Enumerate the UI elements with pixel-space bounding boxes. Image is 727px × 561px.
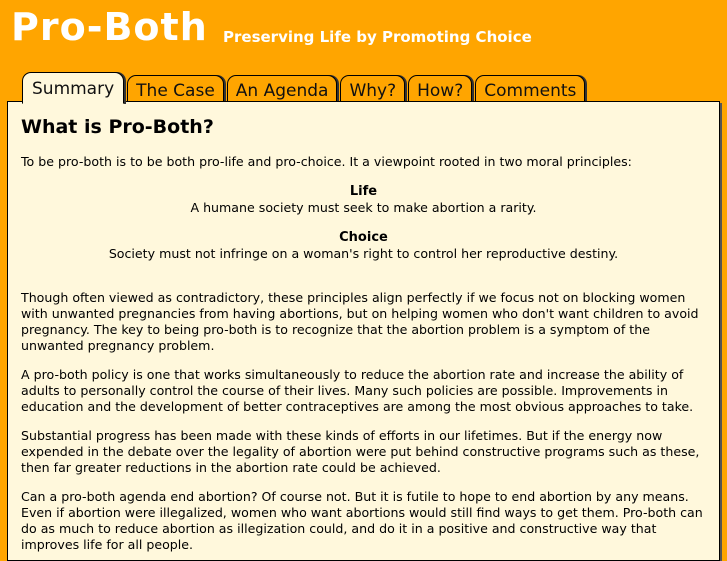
site-header	[0, 0, 727, 70]
principle-name: Choice	[339, 230, 388, 245]
body-paragraph: Though often viewed as contradictory, these principles align perfectly if we focus not on blocking women with unwanted pregnancies from having abortions, but on helping women who don't want children to avoid pregnancy. The key to being pro-both is to recognize that the abortion problem is a symptom of the unwanted pregnancy problem.	[21, 290, 699, 353]
site-title[interactable]: Pro-Both	[11, 5, 208, 49]
body-paragraph: Can a pro-both agenda end abortion? Of course not. But it is futile to hope to end abortion by any means. Even if abortion were illegalized, women who want abortions would still find ways to get them. Pro-both can do as much to reduce abortion as illegization could, and do it in a positive and constructive way that improves life for all people.	[21, 489, 703, 552]
principle-text: Society must not infringe on a woman's right to control her reproductive destiny.	[108, 246, 619, 261]
nav-tabs	[22, 69, 588, 103]
principle-life	[21, 184, 706, 216]
body-paragraph: A pro-both policy is one that works simultaneously to reduce the abortion rate and increase the ability of adults to personally control the course of their lives. Many such policies are possible. Improvements in education and the development of better contraceptives are among the most obvious approaches to take.	[21, 367, 694, 414]
principle-name: Life	[349, 184, 378, 199]
tab-comments[interactable]: Comments	[475, 75, 585, 103]
tab-an-agenda[interactable]: An Agenda	[227, 75, 338, 103]
tab-the-case[interactable]: The Case	[127, 75, 224, 103]
body-paragraph: Substantial progress has been made with these kinds of efforts in our lifetimes. But if the energy now expended in the debate over the legality of abortion were put behind constructive programs such as these, then far greater reductions in the abortion rate could be achieved.	[21, 428, 700, 475]
site-tagline: Preserving Life by Promoting Choice	[223, 28, 532, 46]
principle-text: A humane society must seek to make abortion a rarity.	[190, 200, 537, 215]
tab-summary[interactable]: Summary	[22, 72, 124, 104]
page-heading: What is Pro-Both?	[21, 116, 214, 138]
tab-why[interactable]: Why?	[340, 75, 405, 103]
content-panel	[7, 101, 720, 561]
principle-choice	[21, 230, 706, 262]
tab-how[interactable]: How?	[408, 75, 472, 103]
intro-paragraph: To be pro-both is to be both pro-life and pro-choice. It a viewpoint rooted in two moral principles:	[21, 154, 632, 169]
